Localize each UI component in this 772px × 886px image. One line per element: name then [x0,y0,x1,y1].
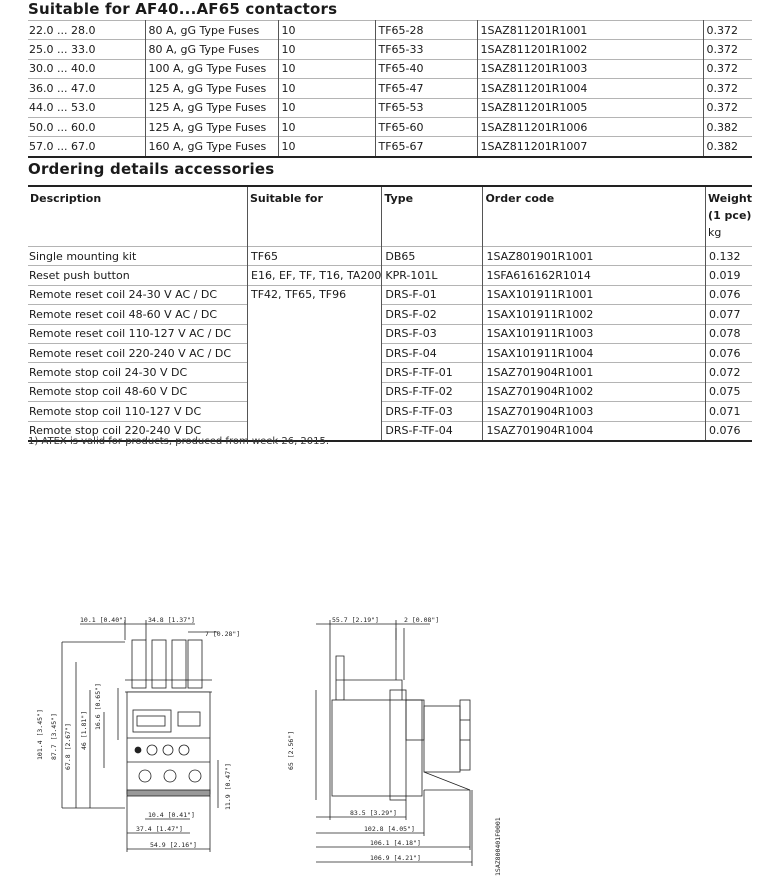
cell-order-code: 1SAZ811201R1007 [477,137,703,157]
cell-class: 10 [278,137,375,157]
cell-description: Remote stop coil 220-240 V DC [29,424,202,438]
cell-description: Remote reset coil 110-127 V AC / DC [29,327,232,341]
front-dim-text: 67.8 [2.67"] [64,723,72,770]
cell-fuse: 80 A, gG Type Fuses [145,40,278,59]
table-row [28,21,752,40]
cell-type: DRS-F-TF-02 [382,382,483,401]
cell-weight: 0.372 [703,79,752,98]
cell-weight: 0.372 [703,40,752,59]
front-dim-text: 101.4 [3.45"] [36,709,44,760]
front-dim-text: 34.8 [1.37"] [148,616,195,624]
table-row [28,59,752,78]
cell-order-code: 1SAX101911R1004 [483,343,706,362]
table-row [28,402,752,421]
front-dim-text: 11.9 [0.47"] [224,763,232,810]
header-order-code: Order code [483,186,706,247]
cell-weight: 0.372 [703,59,752,78]
table-row [28,117,752,136]
header-weight-unit: kg [708,226,722,239]
front-dim-text: 37.4 [1.47"] [136,825,183,833]
cell-weight: 0.072 [706,363,752,382]
cell-weight: 0.132 [706,247,752,266]
cell-order-code: 1SAZ801901R1001 [483,247,706,266]
table-row [28,363,752,382]
cell-weight: 0.076 [706,343,752,362]
section-title-accessories: Ordering details accessories [28,160,275,178]
table-row [28,137,752,157]
side-dim-text: 106.1 [4.18"] [370,839,421,847]
table-row [28,79,752,98]
front-dim-text: 54.9 [2.16"] [150,841,197,849]
side-dim-text: 65 [2.56"] [287,730,295,770]
cell-weight: 0.372 [703,98,752,117]
cell-order-code: 1SAX101911R1002 [483,305,706,324]
cell-fuse: 160 A, gG Type Fuses [145,137,278,157]
header-weight-sub: (1 pce) [708,209,752,222]
cell-order-code: 1SAX101911R1001 [483,285,706,304]
front-dim-text: 87.7 [3.45"] [50,713,58,760]
cell-weight: 0.076 [706,285,752,304]
cell-fuse: 80 A, gG Type Fuses [145,21,278,40]
cell-type: DRS-F-TF-04 [382,421,483,441]
cell-type: DRS-F-01 [382,285,483,304]
cell-order-code: 1SAZ811201R1006 [477,117,703,136]
footnote: 1) ATEX is valid for products, produced from week 26, 2015. [28,436,330,447]
cell-weight: 0.382 [703,117,752,136]
cell-type: TF65-40 [375,59,477,78]
cell-order-code: 1SAZ811201R1003 [477,59,703,78]
front-dim-text: 7 [0.28"] [205,630,241,638]
table-row [28,247,752,266]
front-dim-text: 46 [1.81"] [80,710,88,750]
table-row [28,266,752,285]
cell-type: TF65-33 [375,40,477,59]
cell-order-code: 1SAZ701904R1003 [483,402,706,421]
side-dim-text: 102.8 [4.05"] [364,825,415,833]
table-row [28,285,752,304]
cell-class: 10 [278,117,375,136]
cell-description: Reset push button [29,269,130,283]
cell-suitable-for: E16, EF, TF, T16, TA200 [248,266,382,285]
cell-current-range: 50.0 ... 60.0 [29,120,96,134]
header-suitable-for: Suitable for [248,186,382,247]
cell-suitable-for: TF65 [248,247,382,266]
cell-order-code: 1SAZ811201R1002 [477,40,703,59]
cell-order-code: 1SFA616162R1014 [483,266,706,285]
cell-description: Remote stop coil 24-30 V DC [29,366,188,380]
cell-order-code: 1SAZ811201R1005 [477,98,703,117]
cell-order-code: 1SAZ811201R1001 [477,21,703,40]
header-weight-label: Weight [708,192,752,205]
cell-order-code: 1SAZ701904R1001 [483,363,706,382]
cell-order-code: 1SAZ701904R1004 [483,421,706,441]
cell-class: 10 [278,59,375,78]
cell-weight: 0.019 [706,266,752,285]
cell-class: 10 [278,40,375,59]
header-weight [706,186,752,247]
cell-current-range: 30.0 ... 40.0 [29,62,96,76]
table-row [28,305,752,324]
table-row [28,382,752,401]
cell-type: DRS-F-02 [382,305,483,324]
header-type: Type [382,186,483,247]
cell-weight: 0.075 [706,382,752,401]
cell-current-range: 22.0 ... 28.0 [29,23,96,37]
front-view [36,616,240,852]
cell-fuse: 125 A, gG Type Fuses [145,79,278,98]
side-dim-text: 55.7 [2.19"] [332,616,379,624]
cell-type: TF65-28 [375,21,477,40]
cell-current-range: 44.0 ... 53.0 [29,101,96,115]
cell-type: KPR-101L [382,266,483,285]
cell-weight: 0.372 [703,21,752,40]
side-view [287,616,472,866]
cell-weight: 0.078 [706,324,752,343]
side-dim-text: 2 [0.08"] [404,616,440,624]
cell-type: TF65-67 [375,137,477,157]
cell-order-code: 1SAZ701904R1002 [483,382,706,401]
cell-weight: 0.077 [706,305,752,324]
cell-type: TF65-60 [375,117,477,136]
cell-type: DRS-F-04 [382,343,483,362]
cell-weight: 0.382 [703,137,752,157]
cell-fuse: 125 A, gG Type Fuses [145,117,278,136]
cell-order-code: 1SAZ811201R1004 [477,79,703,98]
cell-description: Remote stop coil 110-127 V DC [29,404,202,418]
cell-fuse: 125 A, gG Type Fuses [145,98,278,117]
front-dim-text: 10.1 [0.40"] [80,616,127,624]
cell-type: DB65 [382,247,483,266]
table-row [28,40,752,59]
cell-type: DRS-F-TF-03 [382,402,483,421]
section-title-contactors: Suitable for AF40...AF65 contactors [28,0,338,18]
cell-weight: 0.076 [706,421,752,441]
front-dim-text: 10.4 [0.41"] [148,811,195,819]
cell-current-range: 25.0 ... 33.0 [29,43,96,57]
cell-suitable-for: TF42, TF65, TF96 [248,285,382,441]
side-dim-text: 83.5 [3.29"] [350,809,397,817]
header-description: Description [30,192,102,205]
cell-order-code: 1SAX101911R1003 [483,324,706,343]
cell-class: 10 [278,79,375,98]
cell-current-range: 36.0 ... 47.0 [29,81,96,95]
cell-weight: 0.071 [706,402,752,421]
cell-description: Remote reset coil 48-60 V AC / DC [29,307,218,321]
cell-fuse: 100 A, gG Type Fuses [145,59,278,78]
contactors-table [28,20,752,158]
cell-type: DRS-F-TF-01 [382,363,483,382]
table-row [28,343,752,362]
cell-current-range: 57.0 ... 67.0 [29,140,96,154]
cell-type: DRS-F-03 [382,324,483,343]
cell-description: Remote stop coil 48-60 V DC [29,385,188,399]
cell-type: TF65-47 [375,79,477,98]
accessories-table [28,185,752,442]
front-dim-text: 16.6 [0.65"] [94,683,102,730]
cell-class: 10 [278,21,375,40]
drawing-code: 1SAZ800401F0001 [494,817,502,876]
side-dim-text: 106.9 [4.21"] [370,854,421,862]
table-row [28,324,752,343]
cell-class: 10 [278,98,375,117]
table-row [28,98,752,117]
cell-type: TF65-53 [375,98,477,117]
cell-description: Remote reset coil 24-30 V AC / DC [29,288,218,302]
cell-description: Single mounting kit [29,249,137,263]
cell-description: Remote reset coil 220-240 V AC / DC [29,346,232,360]
